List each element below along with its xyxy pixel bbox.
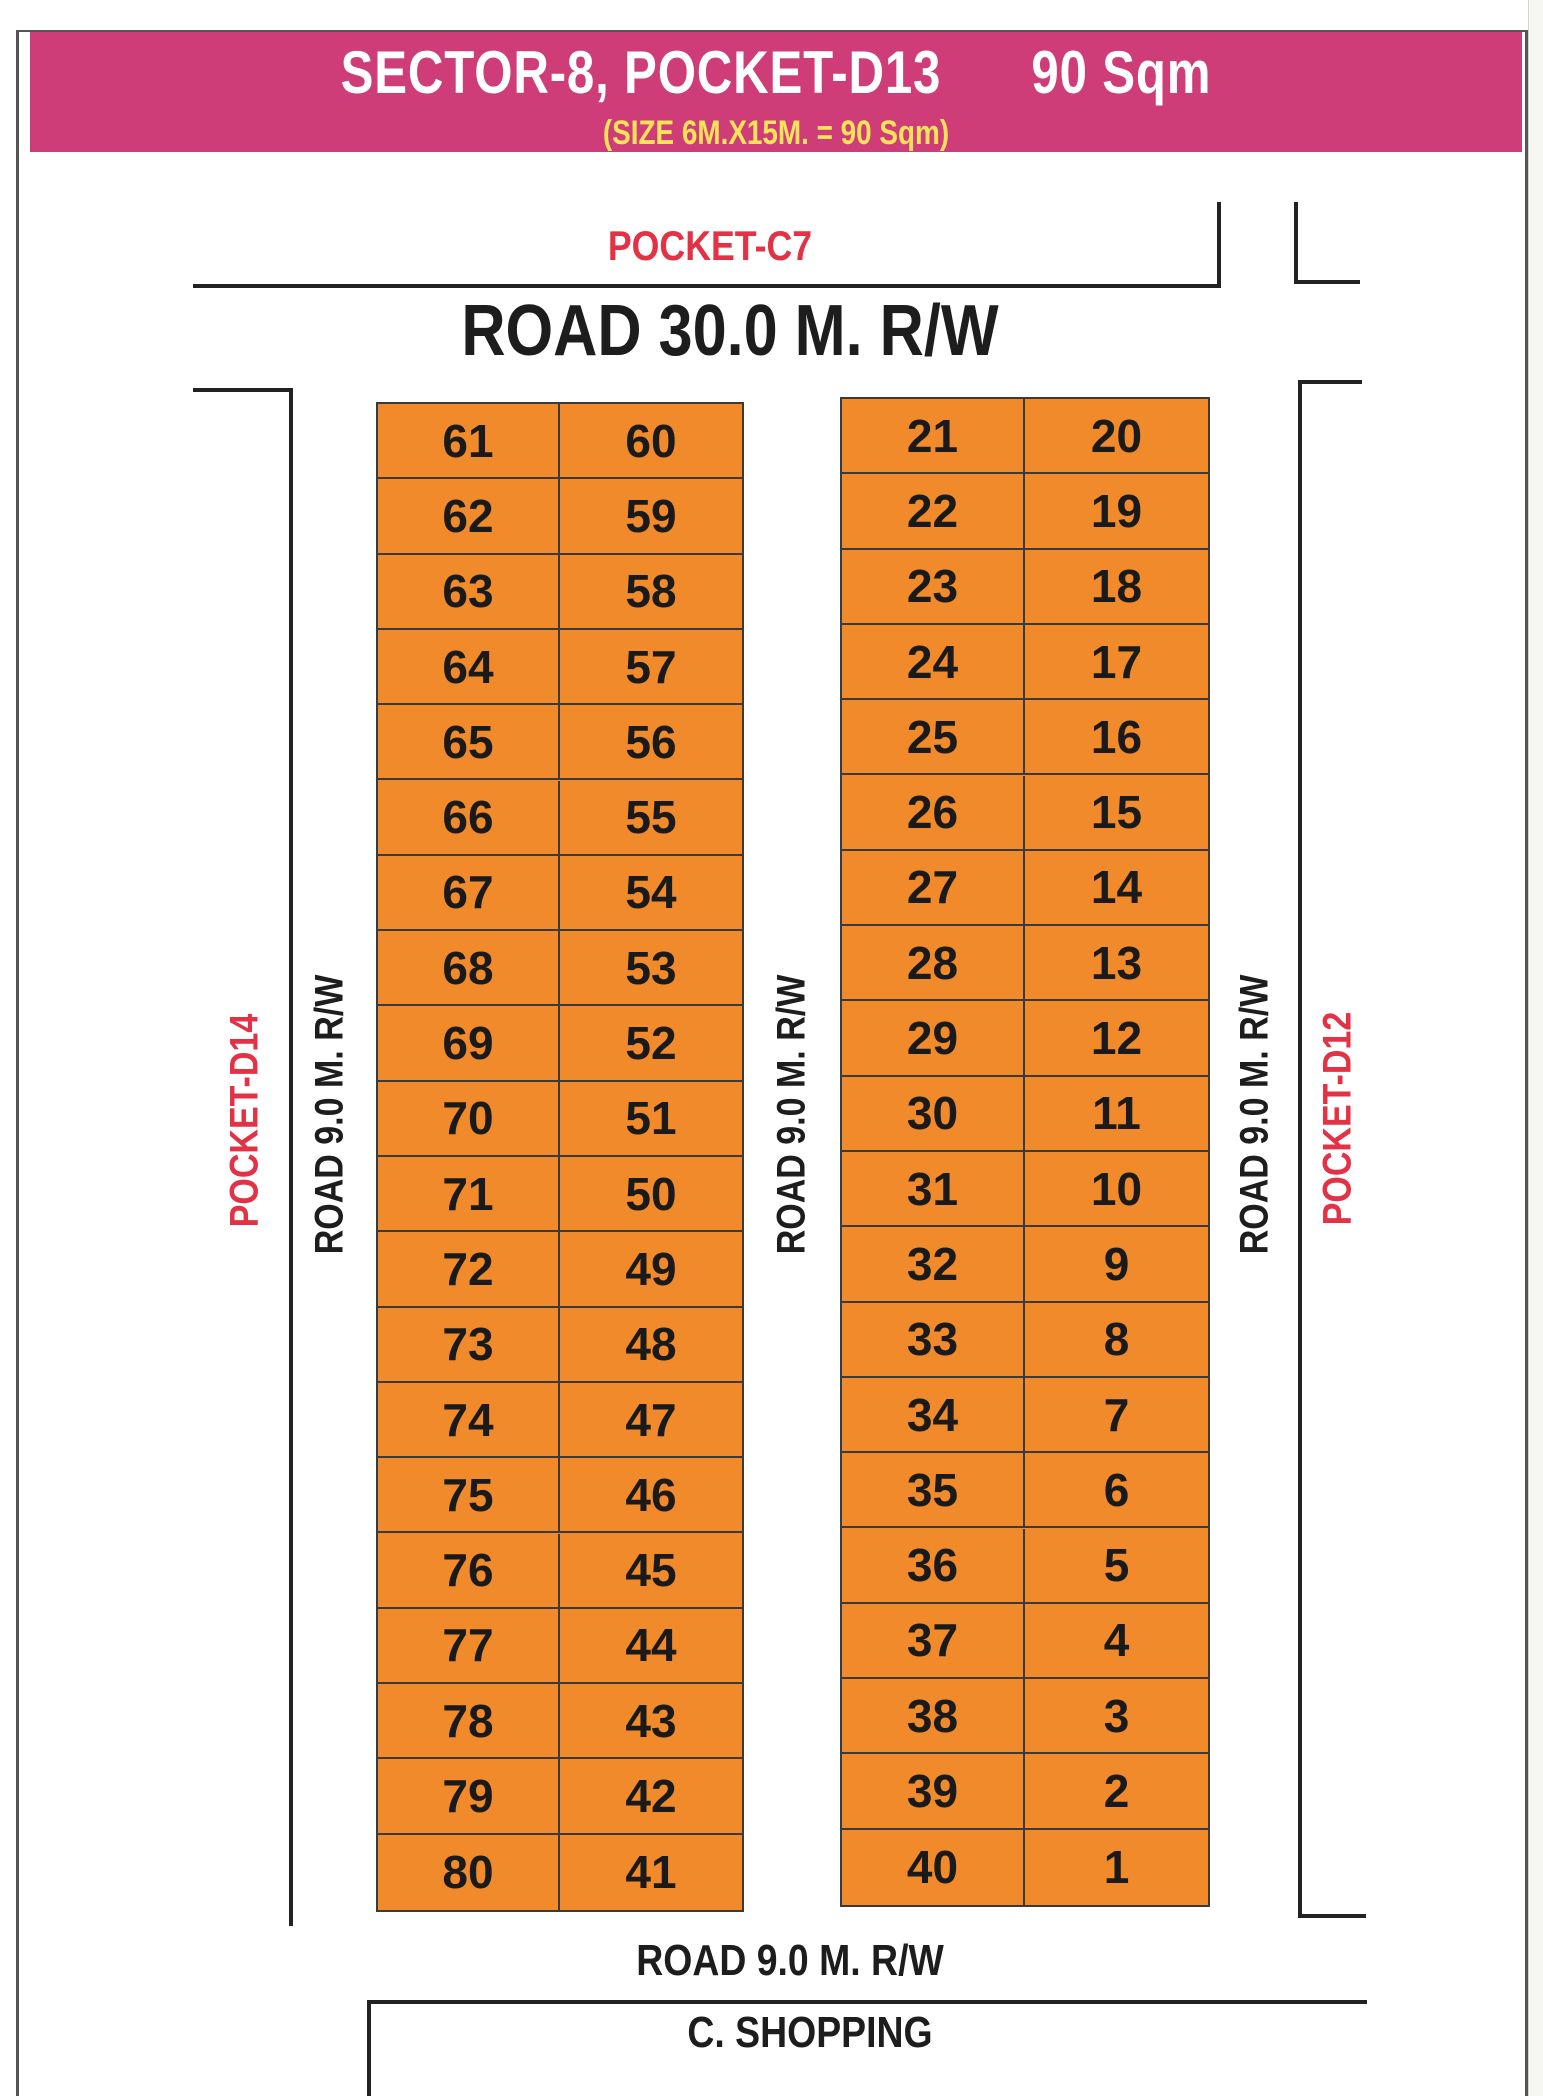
plot-cell: 8 <box>1025 1303 1208 1378</box>
plot-cell: 51 <box>560 1082 742 1157</box>
pocket-c7-boundary-right <box>1217 202 1221 288</box>
plot-cell: 56 <box>560 705 742 780</box>
plot-cell: 57 <box>560 630 742 705</box>
plot-cell: 59 <box>560 479 742 554</box>
pocket-d12-label: POCKET-D12 <box>1315 1011 1360 1226</box>
plot-cell: 68 <box>378 931 560 1006</box>
pocket-d14-boundary-top <box>193 388 293 392</box>
plot-cell: 31 <box>842 1152 1025 1227</box>
plot-cell: 67 <box>378 856 560 931</box>
pocket-c7-label: POCKET-C7 <box>607 222 813 269</box>
plot-cell: 28 <box>842 926 1025 1001</box>
plot-cell: 42 <box>560 1759 742 1834</box>
header-banner <box>30 32 1522 152</box>
plot-cell: 71 <box>378 1157 560 1232</box>
plot-cell: 77 <box>378 1609 560 1684</box>
plot-cell: 75 <box>378 1458 560 1533</box>
plot-cell: 37 <box>842 1604 1025 1679</box>
plot-cell: 35 <box>842 1453 1025 1528</box>
plot-cell: 2 <box>1025 1754 1208 1829</box>
plot-cell: 60 <box>560 404 742 479</box>
plot-cell: 25 <box>842 700 1025 775</box>
plot-cell: 9 <box>1025 1227 1208 1302</box>
page-edge <box>1528 0 1543 2096</box>
plot-cell: 14 <box>1025 851 1208 926</box>
plot-cell: 19 <box>1025 474 1208 549</box>
plot-cell: 55 <box>560 781 742 856</box>
plot-cell: 27 <box>842 851 1025 926</box>
corner-top-right-horizontal <box>1294 280 1360 284</box>
pocket-d12-boundary-left <box>1298 380 1302 1918</box>
plot-cell: 15 <box>1025 776 1208 851</box>
plot-cell: 58 <box>560 555 742 630</box>
plot-cell: 23 <box>842 550 1025 625</box>
plot-cell: 72 <box>378 1232 560 1307</box>
plot-cell: 16 <box>1025 700 1208 775</box>
plot-cell: 26 <box>842 776 1025 851</box>
plot-cell: 73 <box>378 1308 560 1383</box>
plot-cell: 65 <box>378 705 560 780</box>
plot-cell: 80 <box>378 1835 560 1910</box>
plot-cell: 49 <box>560 1232 742 1307</box>
plot-cell: 69 <box>378 1006 560 1081</box>
plot-cell: 45 <box>560 1534 742 1609</box>
plot-cell: 43 <box>560 1684 742 1759</box>
plot-cell: 70 <box>378 1082 560 1157</box>
plot-size-title: 90 Sqm <box>1031 39 1212 106</box>
plot-cell: 74 <box>378 1383 560 1458</box>
plot-cell: 34 <box>842 1378 1025 1453</box>
plot-cell: 24 <box>842 625 1025 700</box>
plot-cell: 38 <box>842 1679 1025 1754</box>
pocket-d12-boundary-top <box>1298 380 1362 384</box>
plot-cell: 76 <box>378 1534 560 1609</box>
plot-cell: 46 <box>560 1458 742 1533</box>
plot-block-left <box>376 402 744 1912</box>
plot-cell: 13 <box>1025 926 1208 1001</box>
plot-cell: 4 <box>1025 1604 1208 1679</box>
plot-cell: 7 <box>1025 1378 1208 1453</box>
pocket-d12-boundary-bottom <box>1298 1914 1366 1918</box>
plot-cell: 6 <box>1025 1453 1208 1528</box>
pocket-d14-label: POCKET-D14 <box>222 1013 267 1228</box>
plot-cell: 62 <box>378 479 560 554</box>
plot-cell: 40 <box>842 1830 1025 1905</box>
plot-cell: 61 <box>378 404 560 479</box>
plot-cell: 47 <box>560 1383 742 1458</box>
plot-cell: 30 <box>842 1077 1025 1152</box>
pocket-c7-boundary-bottom <box>193 284 1221 288</box>
plot-cell: 17 <box>1025 625 1208 700</box>
plot-cell: 1 <box>1103 1841 1130 1894</box>
plot-cell: 39 <box>842 1754 1025 1829</box>
plot-cell: 53 <box>560 931 742 1006</box>
pocket-d14-boundary-right <box>289 388 293 1926</box>
plot-cell: 63 <box>378 555 560 630</box>
shopping-boundary-left <box>367 2000 371 2096</box>
header-title <box>164 38 1387 107</box>
plot-cell: 48 <box>560 1308 742 1383</box>
plot-cell: 64 <box>378 630 560 705</box>
road-center-label: ROAD 9.0 M. R/W <box>769 974 814 1255</box>
c-shopping-label: C. SHOPPING <box>687 2008 933 2057</box>
road-30m-label: ROAD 30.0 M. R/W <box>461 291 999 371</box>
plot-cell: 50 <box>560 1157 742 1232</box>
plot-cell: 52 <box>560 1006 742 1081</box>
plot-cell: 10 <box>1025 1152 1208 1227</box>
plot-cell: 78 <box>378 1684 560 1759</box>
plot-cell: 29 <box>842 1001 1025 1076</box>
plot-cell: 32 <box>842 1227 1025 1302</box>
road-bottom-label: ROAD 9.0 M. R/W <box>636 1936 944 1985</box>
road-right-label: ROAD 9.0 M. R/W <box>1232 974 1277 1255</box>
plot-cell: 41 <box>625 1846 677 1899</box>
corner-top-right-vertical <box>1294 202 1298 284</box>
plot-cell: 20 <box>1025 399 1208 474</box>
plot-cell: 11 <box>1025 1077 1208 1152</box>
plot-cell: 36 <box>842 1529 1025 1604</box>
plot-cell: 66 <box>378 781 560 856</box>
plot-cell: 22 <box>842 474 1025 549</box>
plot-cell: 54 <box>560 856 742 931</box>
plot-cell: 33 <box>842 1303 1025 1378</box>
road-left-label: ROAD 9.0 M. R/W <box>307 974 352 1255</box>
plot-cell: 21 <box>842 399 1025 474</box>
header-subtitle: (SIZE 6M.X15M. = 90 Sqm) <box>602 114 950 152</box>
plot-cell: 79 <box>378 1759 560 1834</box>
sector-pocket-title: SECTOR-8, POCKET-D13 <box>340 39 942 106</box>
plot-cell: 5 <box>1025 1529 1208 1604</box>
plot-cell: 18 <box>1025 550 1208 625</box>
plot-block-right <box>840 397 1210 1907</box>
plot-cell: 3 <box>1025 1679 1208 1754</box>
plot-cell: 12 <box>1025 1001 1208 1076</box>
plot-cell: 44 <box>560 1609 742 1684</box>
shopping-boundary-top <box>367 2000 1367 2004</box>
